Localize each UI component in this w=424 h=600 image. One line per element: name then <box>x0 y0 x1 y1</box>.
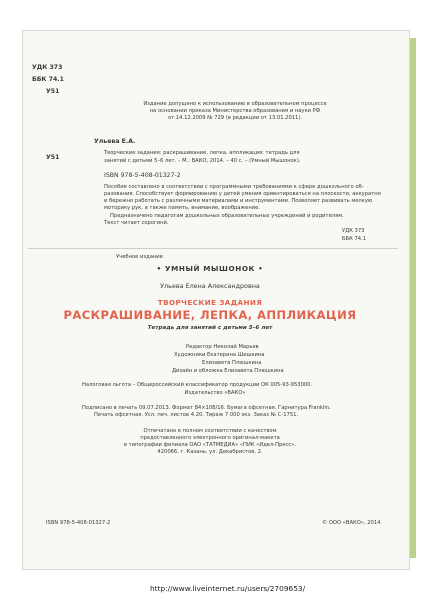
bbk-code: ББК 74.1 <box>32 76 64 83</box>
udk-code: УДК 373 <box>32 64 63 71</box>
annotation-line: моторику рук, а также память, внимание, воображение. <box>104 205 260 211</box>
approval-line: на основании приказа Министерства образования и науки РФ <box>149 108 321 114</box>
tagline: Тетрадь для занятий с детьми 5–6 лет <box>147 325 273 331</box>
author-mark: У51 <box>46 88 60 95</box>
credit-line: Редактор Николай Марьев <box>186 344 259 350</box>
printed-by-line: в типографии филиала ОАО «ТАТМЕДИА» «ПИК «Идел-Пресс». <box>123 442 297 448</box>
credit-line: Елизавета Плюшкина <box>202 360 262 366</box>
tax-line: Издательство «ВАКО» <box>184 390 246 396</box>
printed-by-line: Отпечатано в полном соответствии с качеством <box>143 428 277 434</box>
main-title: РАСКРАШИВАНИЕ, ЛЕПКА, АППЛИКАЦИЯ <box>63 308 357 322</box>
subtitle: ТВОРЧЕСКИЕ ЗАДАНИЯ <box>157 298 263 307</box>
printed-by-line: 420066, г. Казань, ул. Декабристов, 2. <box>157 449 263 455</box>
annotation-line: Предназначено педагогам дошкольных образовательных учреждений и родителям. <box>110 213 344 219</box>
annotation-line: Текст читает сорогинй. <box>104 220 169 226</box>
printing-line: Подписано в печать 09.07.2013. Формат 84×108/16. Бумага офсетная. Гарнитура Franklin. <box>82 405 331 411</box>
biblio-isbn: ISBN 978-5-408-01327-2 <box>104 172 181 179</box>
credit-line: Дизайн и обложка Елизавета Плюшкина <box>172 368 284 374</box>
footer-isbn: ISBN 978-5-408-01327-2 <box>46 520 111 526</box>
annotation-line: разования. Способствует формированию у детей умения ориентироваться на плоскости, аккуратно <box>104 191 381 197</box>
biblio-code: У51 <box>46 154 60 161</box>
printed-by-line: предоставленного электронного оригинал-макета <box>140 435 280 441</box>
classification-bbk: ББК 74.1 <box>342 236 366 242</box>
approval-line: от 14.12.2009 № 729 (в редакции от 13.01.2011). <box>167 115 303 121</box>
printing-line: Печать офсетная. Усл. печ. листов 4,20. Тираж 7 000 экз. Заказ № С-1751. <box>94 412 299 418</box>
biblio-line: занятий с детьми 5–6 лет. – М.: ВАКО, 2014. – 40 с. – (Умный Мышонок). <box>104 158 301 164</box>
footer-copyright: © ООО «ВАКО», 2014 <box>322 520 381 526</box>
source-url-watermark: http://www.liveinternet.ru/users/2709653/ <box>150 584 306 593</box>
divider <box>28 248 398 249</box>
series-title: • УМНЫЙ МЫШОНОК • <box>156 264 264 273</box>
credit-line: Художники Екатерина Шишкина <box>174 352 265 358</box>
edition-type: Учебное издание <box>116 254 163 260</box>
biblio-line: Творческие задания: раскрашивание, лепка, аппликация: тетрадь для <box>104 150 300 156</box>
tax-line: Налоговая льгота – Общероссийский классификатор продукции ОК 005-93-953000. <box>82 382 313 388</box>
annotation-line: Пособие составлено в соответствии с программными требованиями к сфере дошкольного об- <box>104 184 364 190</box>
approval-line: Издание допущено к использованию в образовательном процессе <box>143 101 327 107</box>
biblio-author: Ульева Е.А. <box>94 138 136 145</box>
classification-udk: УДК 373 <box>342 228 365 234</box>
full-author-name: Ульева Елена Александровна <box>160 282 260 290</box>
green-page-edge <box>410 38 416 558</box>
annotation-line: и бережно работать с различными материалами и инструментами. Позволяет развивать мелкую <box>104 198 373 204</box>
